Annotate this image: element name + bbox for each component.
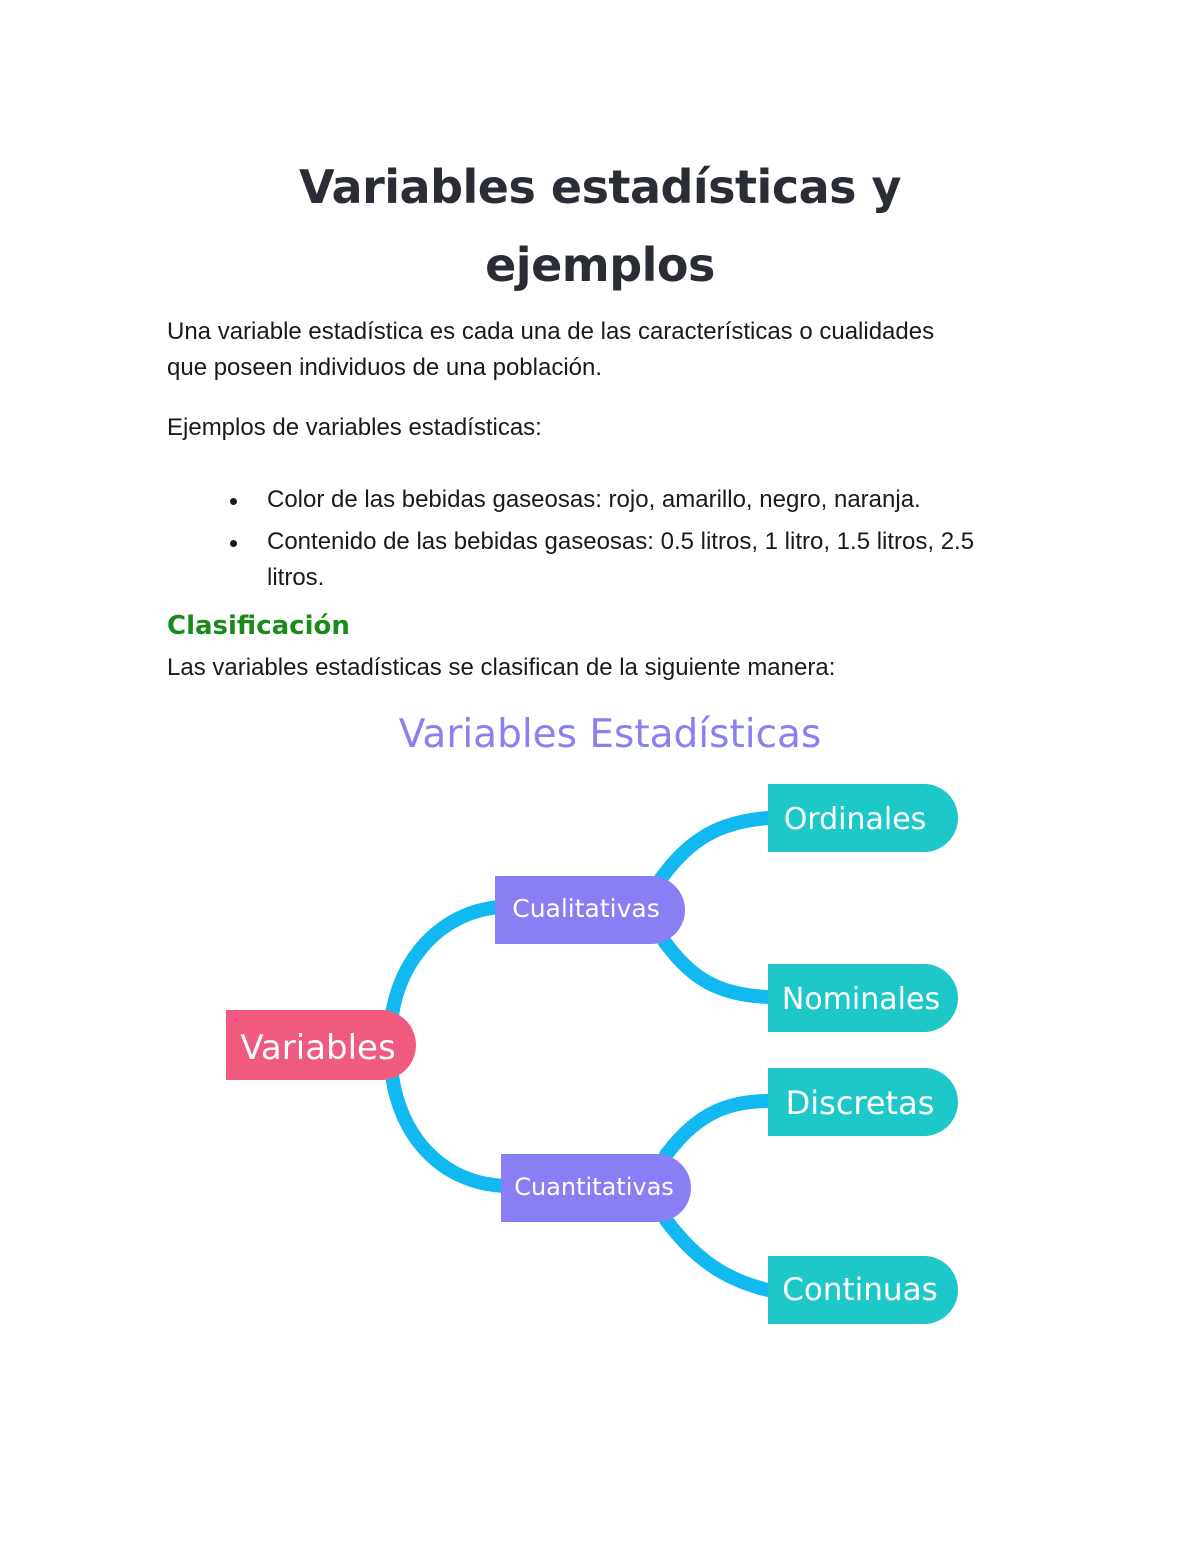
intro-paragraph [167, 314, 1027, 386]
intro-line-2: que poseen individuos de una población. [167, 354, 603, 381]
classification-mind-map [0, 690, 1200, 1350]
node-cuantitativas-label: Cuantitativas [514, 1173, 674, 1201]
node-discretas-label: Discretas [785, 1084, 935, 1122]
connector-root-cualitativas [392, 907, 500, 1015]
node-root-label: Variables [240, 1028, 396, 1068]
connector-cuantitativas-discretas [666, 1101, 768, 1155]
bullet-icon [230, 540, 237, 547]
list-item [167, 524, 1047, 596]
node-root [226, 1010, 416, 1080]
connector-cualitativas-nominales [660, 935, 768, 997]
intro-line-1: Una variable estadística es cada una de las características o cualidades [167, 318, 935, 345]
node-continuas-label: Continuas [782, 1272, 938, 1308]
node-nominales-label: Nominales [781, 982, 941, 1017]
node-nominales [768, 964, 958, 1032]
section-heading: Clasificación [167, 611, 350, 641]
node-cualitativas [495, 876, 685, 944]
node-continuas [768, 1256, 958, 1324]
node-cualitativas-label: Cualitativas [512, 894, 660, 923]
node-ordinales [768, 784, 958, 852]
examples-label: Ejemplos de variables estadísticas: [167, 414, 542, 441]
section-text: Las variables estadísticas se clasifican de la siguiente manera: [167, 654, 836, 681]
node-discretas [768, 1068, 958, 1136]
title-line-2: ejemplos [485, 238, 715, 292]
list-item [167, 482, 1047, 518]
node-cuantitativas [501, 1154, 691, 1222]
title-line-1: Variables estadísticas y [298, 160, 902, 214]
diagram-title: Variables Estadísticas [398, 712, 822, 757]
connector-cuantitativas-continuas [666, 1220, 768, 1290]
examples-list [167, 482, 1047, 602]
connector-cualitativas-ordinales [660, 818, 768, 880]
list-item-text: Color de las bebidas gaseosas: rojo, amarillo, negro, naranja. [267, 486, 921, 513]
page-title [0, 148, 1200, 304]
bullet-icon [230, 498, 237, 505]
connector-root-cuantitativas [392, 1075, 505, 1186]
list-item-text: Contenido de las bebidas gaseosas: 0.5 litros, 1 litro, 1.5 litros, 2.5 [267, 528, 975, 555]
node-ordinales-label: Ordinales [783, 802, 927, 837]
list-item-text-continued: litros. [267, 564, 325, 591]
